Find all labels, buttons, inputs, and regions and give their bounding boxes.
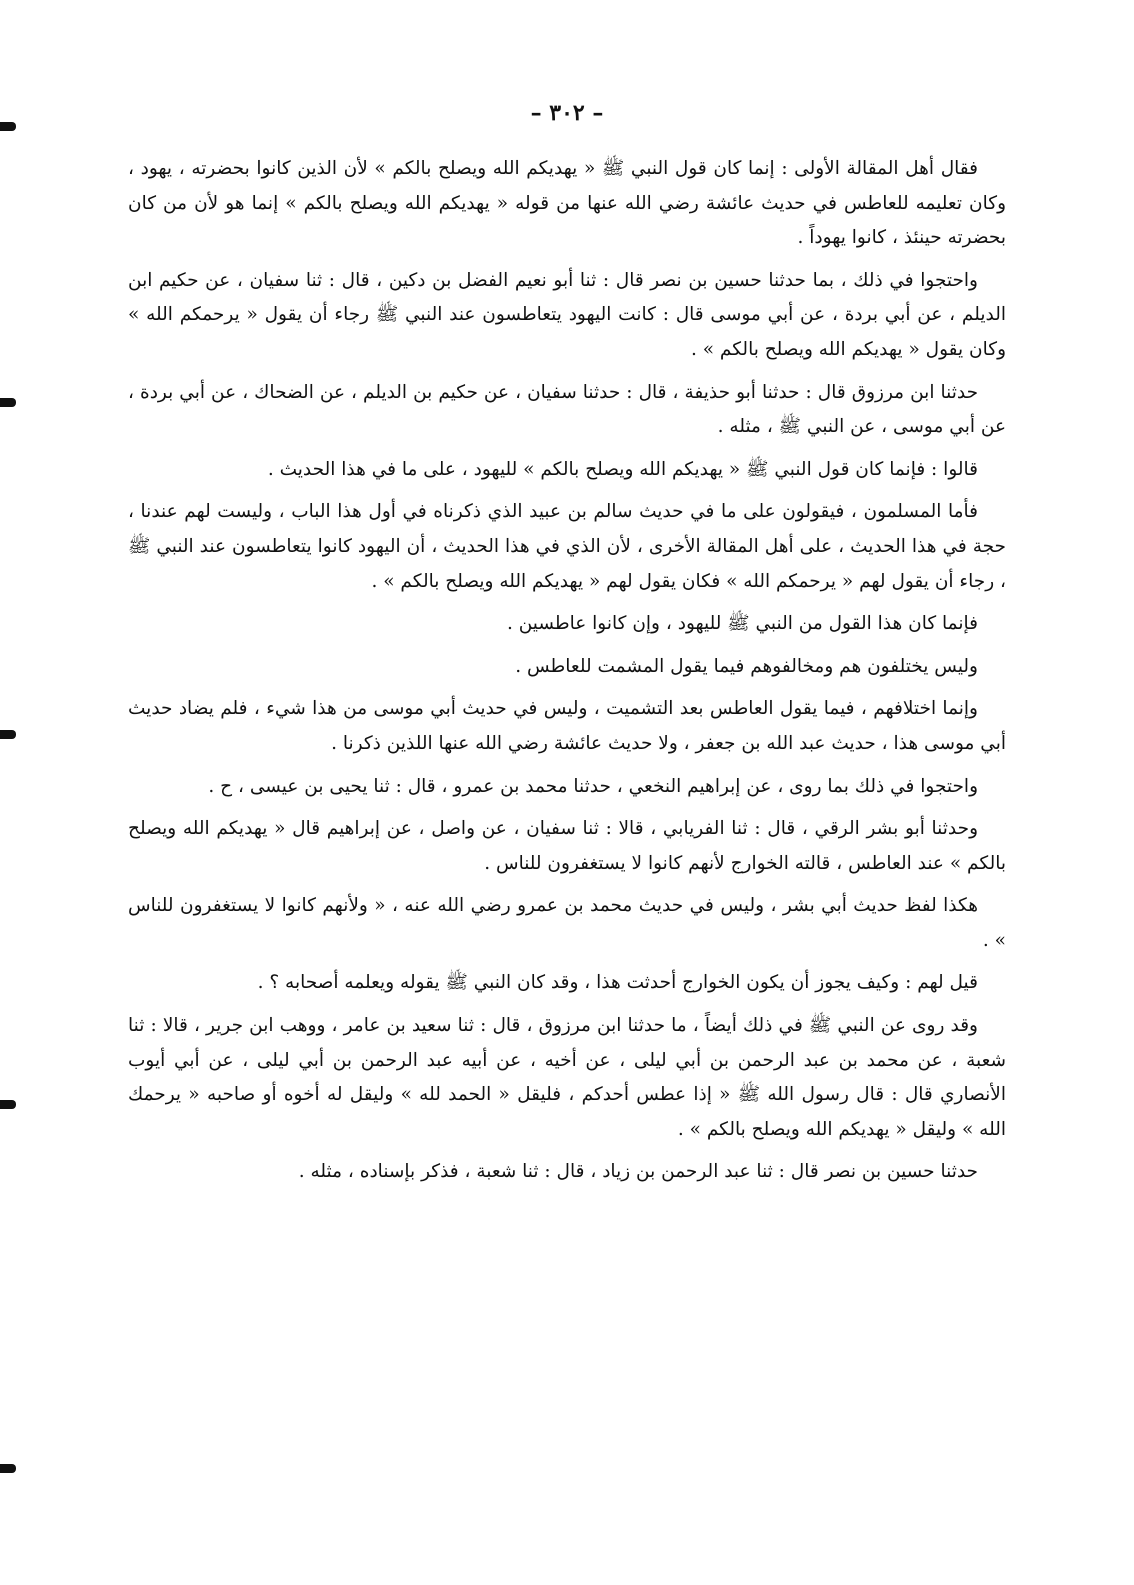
paragraph: فقال أهل المقالة الأولى : إنما كان قول النبي ﷺ « يهديكم الله ويصلح بالكم » لأن الذين كانوا بحضرته ، يهود ، وكان تعليمه للعاطس في حديث عائشة رضي الله عنها من قوله « يهديكم الله ويصلح بالكم » إنما هو لأن من كان بحضرته حينئذ ، كانوا يهوداً .	[128, 158, 1006, 249]
margin-mark	[0, 730, 16, 739]
margin-mark	[0, 1464, 16, 1473]
page-text	[128, 152, 1006, 1190]
paragraph: وحدثنا أبو بشر الرقي ، قال : ثنا الفريابي ، قالا : ثنا سفيان ، عن واصل ، عن إبراهيم قال « يهديكم الله ويصلح بالكم » عند العاطس ، قالته الخوارج لأنهم كانوا لا يستغفرون للناس .	[128, 818, 1006, 874]
paragraph: وإنما اختلافهم ، فيما يقول العاطس بعد التشميت ، وليس في حديث أبي موسى من هذا شيء ، فلم يضاد حديث أبي موسى هذا ، حديث عبد الله بن جعفر ، ولا حديث عائشة رضي الله عنها اللذين ذكرنا .	[128, 698, 1006, 754]
paragraph: وقد روى عن النبي ﷺ في ذلك أيضاً ، ما حدثنا ابن مرزوق ، قال : ثنا سعيد بن عامر ، ووهب ابن جرير ، قالا : ثنا شعبة ، عن محمد بن عبد الرحمن بن أبي ليلى ، عن أخيه ، عن أبيه عبد الرحمن بن أبي ليلى ، عن أبي أيوب الأنصاري قال : قال رسول الله ﷺ « إذا عطس أحدكم ، فليقل « الحمد لله » وليقل له أخوه أو صاحبه « يرحمك الله » وليقل « يهديكم الله ويصلح بالكم » .	[128, 1015, 1006, 1140]
paragraph: فأما المسلمون ، فيقولون على ما في حديث سالم بن عبيد الذي ذكرناه في أول هذا الباب ، وليست لهم عندنا ، حجة في هذا الحديث ، على أهل المقالة الأخرى ، لأن الذي في هذا الحديث ، أن اليهود كانوا يتعاطسون عند النبي ﷺ ، رجاء أن يقول لهم « يرحمكم الله » فكان يقول لهم « يهديكم الله ويصلح بالكم » .	[128, 501, 1006, 592]
paragraph: وليس يختلفون هم ومخالفوهم فيما يقول المشمت للعاطس .	[515, 655, 978, 677]
paragraph: واحتجوا في ذلك بما روى ، عن إبراهيم النخعي ، حدثنا محمد بن عمرو ، قال : ثنا يحيى بن عيسى ، ح .	[208, 775, 978, 797]
paragraph: قالوا : فإنما كان قول النبي ﷺ « يهديكم الله ويصلح بالكم » لليهود ، على ما في هذا الحديث .	[267, 458, 978, 480]
paragraph: قيل لهم : وكيف يجوز أن يكون الخوارج أحدثت هذا ، وقد كان النبي ﷺ يقوله ويعلمه أصحابه ؟ .	[257, 972, 978, 994]
paragraph: حدثنا ابن مرزوق قال : حدثنا أبو حذيفة ، قال : حدثنا سفيان ، عن حكيم بن الديلم ، عن الضحاك ، عن أبي بردة ، عن أبي موسى ، عن النبي ﷺ ، مثله .	[128, 381, 1006, 438]
page-number: – ٣٠٢ –	[530, 100, 604, 126]
margin-mark	[0, 1100, 16, 1109]
margin-mark	[0, 398, 16, 407]
paragraph: هكذا لفظ حديث أبي بشر ، وليس في حديث محمد بن عمرو رضي الله عنه ، « ولأنهم كانوا لا يستغفرون للناس » .	[128, 895, 1006, 951]
paragraph: واحتجوا في ذلك ، بما حدثنا حسين بن نصر قال : ثنا أبو نعيم الفضل بن دكين ، قال : ثنا سفيان ، عن حكيم ابن الديلم ، عن أبي بردة ، عن أبي موسى قال : كانت اليهود يتعاطسون عند النبي ﷺ رجاء أن يقول « يرحمكم الله » وكان يقول « يهديكم الله ويصلح بالكم » .	[128, 269, 1006, 360]
paragraph: حدثنا حسين بن نصر قال : ثنا عبد الرحمن بن زياد ، قال : ثنا شعبة ، فذكر بإسناده ، مثله .	[298, 1161, 978, 1183]
paragraph: فإنما كان هذا القول من النبي ﷺ لليهود ، وإن كانوا عاطسين .	[506, 613, 978, 635]
